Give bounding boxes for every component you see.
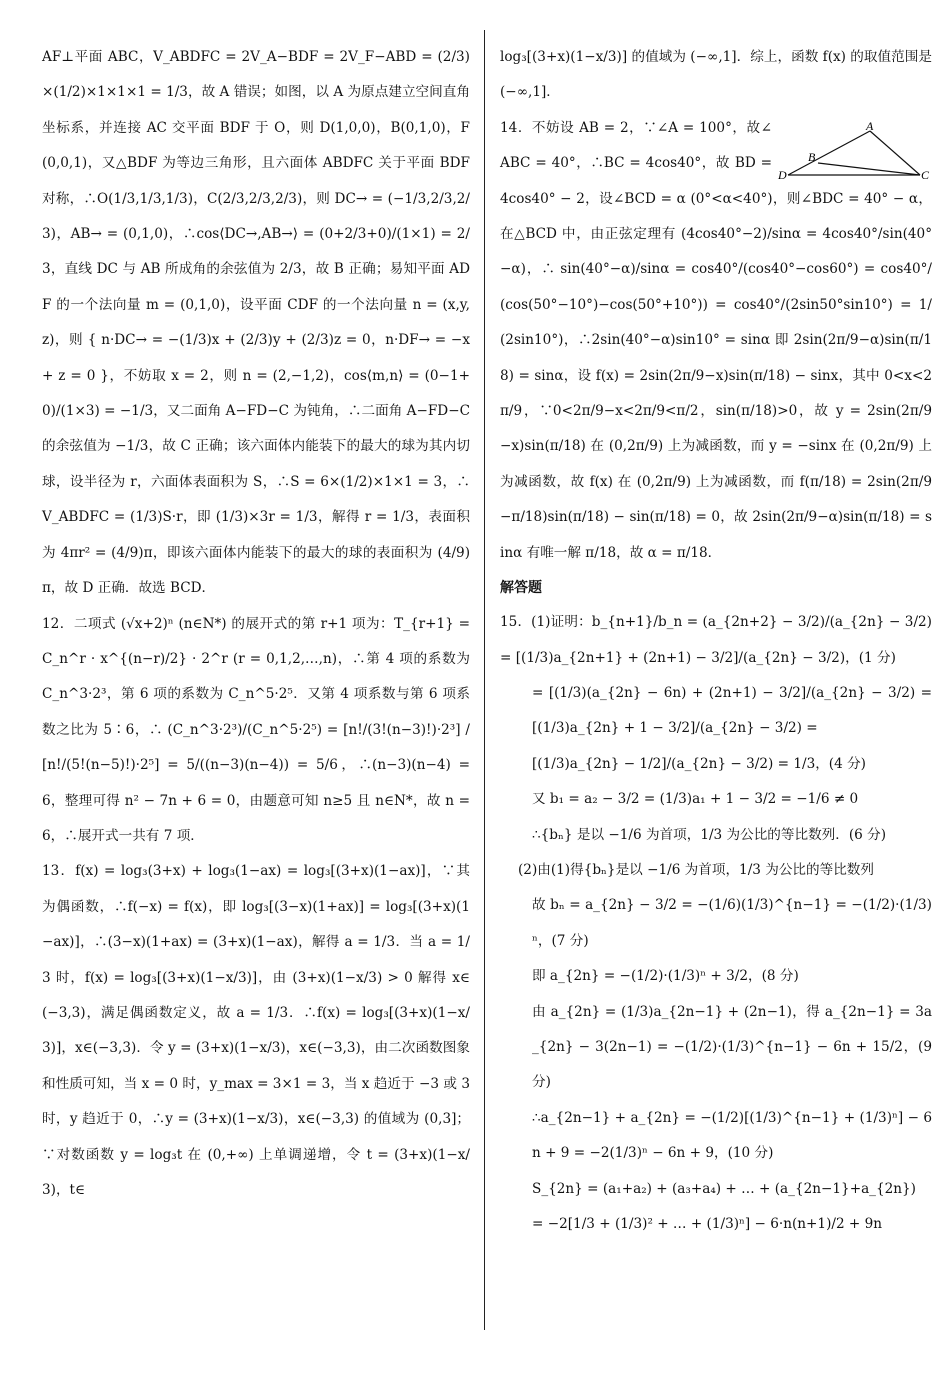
solution-15-line-8: 即 a_{2n} = −(1/2)·(1/3)ⁿ + 3/2，(8 分) bbox=[532, 968, 799, 985]
solution-14-block bbox=[500, 111, 932, 571]
label-D: D bbox=[778, 167, 787, 182]
solution-15-line-4: 又 b₁ = a₂ − 3/2 = (1/3)a₁ + 1 − 3/2 = −1/6 ≠ 0 bbox=[532, 791, 859, 808]
solution-15-line-5: ∴{bₙ} 是以 −1/6 为首项，1/3 为公比的等比数列．(6 分) bbox=[532, 826, 887, 843]
solution-15-line-6: (2)由(1)得{bₙ}是以 −1/6 为首项，1/3 为公比的等比数列 bbox=[518, 861, 874, 878]
triangle-diagram bbox=[778, 118, 930, 182]
solution-15-line-3: [(1/3)a_{2n} − 1/2]/(a_{2n} − 3/2) = 1/3，(4 分) bbox=[532, 755, 866, 772]
label-B: B bbox=[808, 149, 816, 164]
solution-13-continued: log₃[(3+x)(1−x/3)] 的值域为 (−∞,1]．综上，函数 f(x) 的取值范围是 (−∞,1]． bbox=[500, 49, 932, 101]
solution-15-line-2: = [(1/3)(a_{2n} − 6n) + (2n+1) − 3/2]/(a_{2n} − 3/2) = [(1/3)a_{2n} + 1 − 3/2]/(a_{2n} − 3/2) = bbox=[532, 684, 932, 737]
solution-12: 12．二项式 (√x+2)ⁿ (n∈N*) 的展开式的第 r+1 项为：T_{r+1} = C_n^r · x^{(n−r)/2} · 2^r (r = 0,1,2,…,n)，∴第 4 项的系数为 C_n^3·2³，第 6 项的系数为 C_n^5·2⁵．又第 4 项系数与第 6 项系数之比为 5∶6，∴ (C_n^3·2³)/(C_n^5·2⁵) = [n!/(3!(n−3)!)·2³] / [n!/(5!(n−5)!)·2⁵] = 5/((n−3)(n−4)) = 5/6，∴(n−3)(n−4) = 6，整理可得 n² − 7n + 6 = 0，由题意可知 n≥5 且 n∈N*，故 n = 6，∴展开式一共有 7 项． bbox=[42, 615, 470, 844]
label-A: A bbox=[866, 118, 874, 133]
solution-15-line-1: 15．(1)证明：b_{n+1}/b_n = (a_{2n+2} − 3/2)/(a_{2n} − 3/2) = [(1/3)a_{2n+1} + (2n+1) − 3/2]/(a_{2n} − 3/2)，(1 分) bbox=[500, 614, 932, 666]
left-column bbox=[42, 40, 470, 1356]
right-column bbox=[500, 40, 932, 1356]
label-C: C bbox=[921, 167, 930, 182]
solution-15-line-12: = −2[1/3 + (1/3)² + … + (1/3)ⁿ] − 6·n(n+1)/2 + 9n bbox=[532, 1216, 883, 1232]
solution-13: 13．f(x) = log₃(3+x) + log₃(1−ax) = log₃[(3+x)(1−ax)]，∵其为偶函数，∴f(−x) = f(x)，即 log₃[(3−x)(1+ax)] = log₃[(3+x)(1−ax)]，∴(3−x)(1+ax) = (3+x)(1−ax)，解得 a = 1/3．当 a = 1/3 时，f(x) = log₃[(3+x)(1−x/3)]，由 (3+x)(1−x/3) > 0 解得 x∈(−3,3)，满足偶函数定义，故 a = 1/3．∴f(x) = log₃[(3+x)(1−x/3)]，x∈(−3,3)．令 y = (3+x)(1−x/3)，x∈(−3,3)，由二次函数图象和性质可知，当 x = 0 时，y_max = 3×1 = 3，当 x 趋近于 −3 或 3 时，y 趋近于 0，∴y = (3+x)(1−x/3)，x∈(−3,3) 的值域为 (0,3]；∵对数函数 y = log₃t 在 (0,+∞) 上单调递增，令 t = (3+x)(1−x/3)，t∈ bbox=[42, 863, 470, 1198]
column-divider bbox=[484, 30, 485, 1330]
solution-15-line-11: S_{2n} = (a₁+a₂) + (a₃+a₄) + … + (a_{2n−1}+a_{2n}) bbox=[532, 1180, 916, 1197]
section-heading: 解答题 bbox=[500, 580, 542, 597]
solution-15-line-7: 故 bₙ = a_{2n} − 3/2 = −(1/6)(1/3)^{n−1} = −(1/2)·(1/3)ⁿ，(7 分) bbox=[532, 897, 932, 949]
solution-14-text: 14．不妨设 AB = 2，∵∠A = 100°，故∠ABC = 40°，∴BC = 4cos40°，故 BD = 4cos40° − 2，设∠BCD = α (0°<α<40°)，则∠BDC = 40° − α，在△BCD 中，由正弦定理有 (4cos40°−2)/sinα = 4cos40°/sin(40°−α)，∴ sin(40°−α)/sinα = cos40°/(cos40°−cos60°) = cos40°/(cos(50°−10°)−cos(50°+10°)) = cos40°/(2sin50°sin10°) = 1/(2sin10°)，∴2sin(40°−α)sin10° = sinα 即 2sin(2π/9−α)sin(π/18) = sinα，设 f(x) = 2sin(2π/9−x)sin(π/18) − sinx，其中 0<x<2π/9，∵0<2π/9−x<2π/9<π/2，sin(π/18)>0，故 y = 2sin(2π/9−x)sin(π/18) 在 (0,2π/9) 上为减函数，而 y = −sinx 在 (0,2π/9) 上为减函数，故 f(x) 在 (0,2π/9) 上为减函数，而 f(π/18) = 2sin(2π/9−π/18)sin(π/18) − sin(π/18) = 0，故 2sin(2π/9−α)sin(π/18) = sinα 有唯一解 π/18，故 α = π/18． bbox=[500, 119, 932, 561]
solution-11-continued: AF⊥平面 ABC，V_ABDFC = 2V_A−BDF = 2V_F−ABD = (2/3)×(1/2)×1×1×1 = 1/3，故 A 错误；如图，以 A 为原点建立空间直角坐标系，并连接 AC 交平面 BDF 于 O，则 D(1,0,0)，B(0,1,0)，F(0,0,1)，又△BDF 为等边三角形，且六面体 ABDFC 关于平面 BDF 对称，∴O(1/3,1/3,1/3)，C(2/3,2/3,2/3)，则 DC→ = (−1/3,2/3,2/3)，AB→ = (0,1,0)，∴cos⟨DC→,AB→⟩ = (0+2/3+0)/(1×1) = 2/3，直线 DC 与 AB 所成角的余弦值为 2/3，故 B 正确；易知平面 ADF 的一个法向量 m = (0,1,0)，设平面 CDF 的一个法向量 n = (x,y,z)，则 { n·DC→ = −(1/3)x + (2/3)y + (2/3)z = 0，n·DF→ = −x + z = 0 }，不妨取 x = 2，则 n = (2,−1,2)，cos⟨m,n⟩ = (0−1+0)/(1×3) = −1/3，又二面角 A−FD−C 为钝角，∴二面角 A−FD−C 的余弦值为 −1/3，故 C 正确；该六面体内能装下的最大的球为其内切球，设半径为 r，六面体表面积为 S，∴S = 6×(1/2)×1×1 = 3，∴V_ABDFC = (1/3)S·r，即 (1/3)×3r = 1/3，解得 r = 1/3，表面积为 4πr² = (4/9)π，即该六面体内能装下的最大的球的表面积为 (4/9)π，故 D 正确．故选 BCD． bbox=[42, 49, 470, 597]
solution-15-line-9: 由 a_{2n} = (1/3)a_{2n−1} + (2n−1)，得 a_{2n−1} = 3a_{2n} − 3(2n−1) = −(1/2)·(1/3)^{n−1} − 6n + 15/2，(9 分) bbox=[532, 1003, 932, 1091]
solution-15-line-10: ∴a_{2n−1} + a_{2n} = −(1/2)[(1/3)^{n−1} + (1/3)ⁿ] − 6n + 9 = −2(1/3)ⁿ − 6n + 9，(10 分) bbox=[532, 1109, 932, 1162]
